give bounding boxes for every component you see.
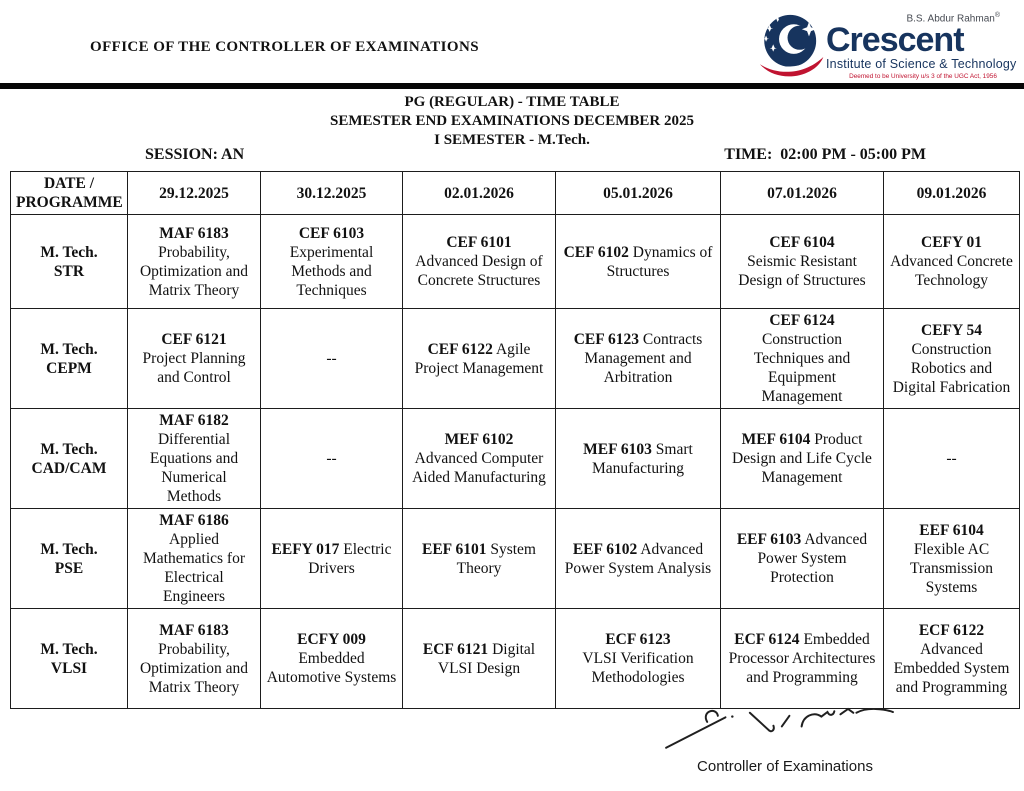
corner-header: DATE / PROGRAMME <box>11 172 128 215</box>
exam-cell: CEF 6123 Contracts Management and Arbitration <box>556 309 721 409</box>
date-header: 09.01.2026 <box>884 172 1020 215</box>
exam-cell: CEF 6122 Agile Project Management <box>403 309 556 409</box>
title-line-2: SEMESTER END EXAMINATIONS DECEMBER 2025 <box>330 113 694 129</box>
empty-cell: -- <box>261 309 403 409</box>
brand-parent-name: B.S. Abdur Rahman® <box>906 12 1000 25</box>
date-header: 02.01.2026 <box>403 172 556 215</box>
brand-name: Crescent <box>826 21 964 60</box>
title-line-3: I SEMESTER - M.Tech. <box>434 132 590 148</box>
programme-cell: M. Tech. CEPM <box>11 309 128 409</box>
exam-cell: ECF 6124 Embedded Processor Architectures and Programming <box>721 609 884 709</box>
exam-cell: MEF 6102 Advanced Computer Aided Manufacturing <box>403 409 556 509</box>
exam-cell: CEF 6104 Seismic Resistant Design of Structures <box>721 215 884 309</box>
exam-cell: ECF 6121 Digital VLSI Design <box>403 609 556 709</box>
programme-cell: M. Tech. STR <box>11 215 128 309</box>
exam-cell: CEFY 01 Advanced Concrete Technology <box>884 215 1020 309</box>
brand-tagline: Deemed to be University u/s 3 of the UGC Act, 1956 <box>849 73 997 81</box>
registered-mark: ® <box>994 12 1000 19</box>
exam-cell: MEF 6104 Product Design and Life Cycle Management <box>721 409 884 509</box>
office-title: OFFICE OF THE CONTROLLER OF EXAMINATIONS <box>90 39 479 55</box>
document-title-block <box>0 93 1024 150</box>
date-header: 05.01.2026 <box>556 172 721 215</box>
exam-cell: MEF 6103 Smart Manufacturing <box>556 409 721 509</box>
table-row <box>11 309 1020 409</box>
table-row <box>11 409 1020 509</box>
table-row <box>11 609 1020 709</box>
date-header: 07.01.2026 <box>721 172 884 215</box>
signature-scribble <box>660 703 896 753</box>
exam-cell: EEF 6104 Flexible AC Transmission Systems <box>884 509 1020 609</box>
exam-cell: CEF 6101 Advanced Design of Concrete Structures <box>403 215 556 309</box>
crescent-moon-stars-icon <box>758 10 826 86</box>
signatory-title: Controller of Examinations <box>697 758 873 775</box>
exam-cell: EEF 6103 Advanced Power System Protection <box>721 509 884 609</box>
title-line-1: PG (REGULAR) - TIME TABLE <box>404 94 620 110</box>
brand-subtitle: Institute of Science & Technology <box>826 57 1017 72</box>
exam-cell: MAF 6183 Probability, Optimization and Matrix Theory <box>128 215 261 309</box>
table-row <box>11 215 1020 309</box>
exam-cell: CEF 6103 Experimental Methods and Techniques <box>261 215 403 309</box>
session-label: SESSION: AN <box>145 146 245 163</box>
time-label: TIME: 02:00 PM - 05:00 PM <box>724 146 926 163</box>
exam-cell: CEF 6121 Project Planning and Control <box>128 309 261 409</box>
programme-cell: M. Tech. PSE <box>11 509 128 609</box>
programme-cell: M. Tech. VLSI <box>11 609 128 709</box>
exam-cell: CEFY 54 Construction Robotics and Digital Fabrication <box>884 309 1020 409</box>
logo-text-block <box>826 6 1020 80</box>
exam-cell: MAF 6186 Applied Mathematics for Electrical Engineers <box>128 509 261 609</box>
institution-logo <box>758 6 1020 86</box>
empty-cell: -- <box>884 409 1020 509</box>
header-row <box>11 172 1020 215</box>
date-header: 30.12.2025 <box>261 172 403 215</box>
empty-cell: -- <box>261 409 403 509</box>
exam-cell: EEF 6102 Advanced Power System Analysis <box>556 509 721 609</box>
exam-cell: EEF 6101 System Theory <box>403 509 556 609</box>
programme-cell: M. Tech. CAD/CAM <box>11 409 128 509</box>
exam-cell: EEFY 017 Electric Drivers <box>261 509 403 609</box>
timetable <box>10 171 1020 709</box>
exam-cell: ECF 6123 VLSI Verification Methodologies <box>556 609 721 709</box>
exam-cell: ECF 6122 Advanced Embedded System and Programming <box>884 609 1020 709</box>
session-time-row <box>0 146 1024 164</box>
exam-cell: MAF 6182 Differential Equations and Numerical Methods <box>128 409 261 509</box>
header-divider <box>0 83 1024 89</box>
exam-cell: MAF 6183 Probability, Optimization and Matrix Theory <box>128 609 261 709</box>
exam-cell: ECFY 009 Embedded Automotive Systems <box>261 609 403 709</box>
exam-cell: CEF 6124 Construction Techniques and Equipment Management <box>721 309 884 409</box>
exam-cell: CEF 6102 Dynamics of Structures <box>556 215 721 309</box>
table-row <box>11 509 1020 609</box>
date-header: 29.12.2025 <box>128 172 261 215</box>
